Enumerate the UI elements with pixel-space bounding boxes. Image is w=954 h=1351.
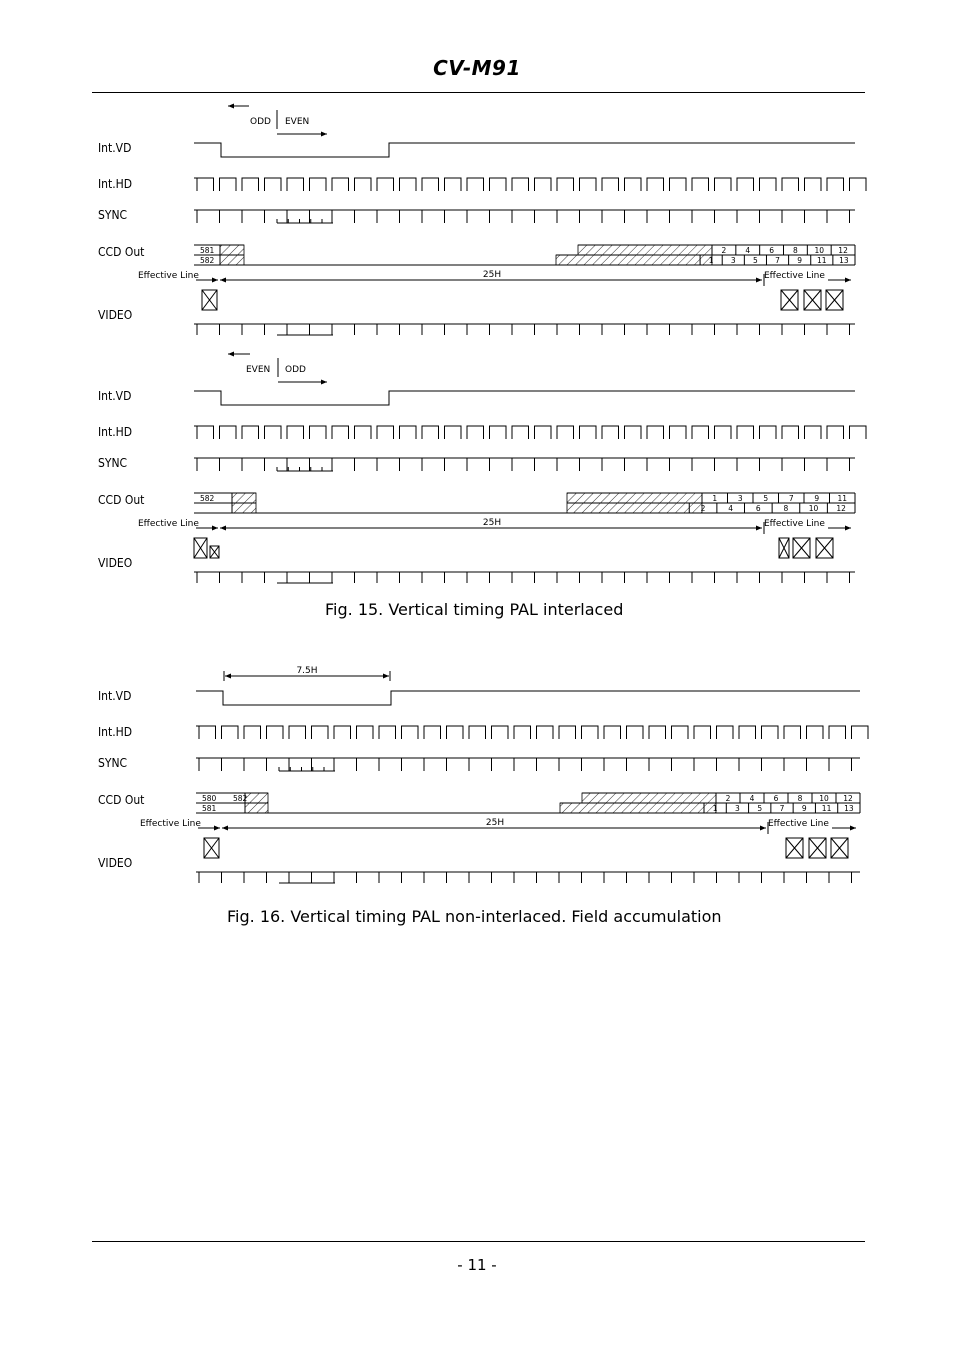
signal-label-video: VIDEO <box>98 556 133 570</box>
field-label-left: EVEN <box>246 365 271 375</box>
video-blank-box <box>210 546 219 558</box>
sync-waveform <box>194 458 855 471</box>
ccd-line-number-bottom: 11 <box>821 804 832 813</box>
ccd-line-number-bottom: 10 <box>808 504 819 513</box>
video-waveform <box>196 872 860 883</box>
video-blank-box <box>781 290 798 310</box>
ccd-line-number-bottom: 5 <box>753 256 758 265</box>
figure-caption-15: Fig. 15. Vertical timing PAL interlaced <box>325 600 624 619</box>
field-arrowhead-left <box>228 104 234 109</box>
ccd-start-hatch <box>245 793 268 813</box>
ccd-line-number-bottom: 8 <box>783 504 789 513</box>
h75-label: 7.5H <box>296 666 318 676</box>
ccd-line-number-top: 1 <box>712 494 718 503</box>
hd-waveform <box>199 726 868 739</box>
25h-arrowhead-left <box>222 826 228 831</box>
ccd-line-number-bottom: 9 <box>801 804 807 813</box>
25h-arrowhead-left <box>220 526 226 531</box>
ccd-line-number-bottom: 9 <box>797 256 803 265</box>
video-blank-box <box>826 290 843 310</box>
video-blank-box <box>804 290 821 310</box>
effective-line-label-left: Effective Line <box>140 819 201 829</box>
video-blank-box <box>202 290 217 310</box>
effective-line-arrowhead-left <box>212 278 218 283</box>
ccd-start-hatch <box>220 245 244 265</box>
ccd-line-number-top: 8 <box>793 246 798 255</box>
ccd-line-number-bottom: 7 <box>779 804 785 813</box>
ccd-line-number-top: 7 <box>788 494 794 503</box>
effective-line-label-right: Effective Line <box>764 271 825 281</box>
ccd-line-number-top: 2 <box>721 246 727 255</box>
video-blank-box <box>194 538 207 558</box>
ccd-start-line-top: 581 <box>200 246 215 255</box>
25h-label: 25H <box>482 270 502 280</box>
signal-label-hd: Int.HD <box>98 725 133 739</box>
video-blank-box <box>831 838 848 858</box>
effective-line-label-right: Effective Line <box>768 819 829 829</box>
ccd-start-line-bottom: 581 <box>202 804 217 813</box>
footer-rule <box>92 1241 865 1242</box>
signal-label-vd: Int.VD <box>98 141 132 155</box>
ccd-line-number-bottom: 3 <box>730 256 736 265</box>
signal-label-vd: Int.VD <box>98 389 132 403</box>
video-blank-box <box>786 838 803 858</box>
field-arrowhead-right <box>321 132 327 137</box>
signal-label-sync: SYNC <box>98 456 128 470</box>
effective-line-label-right: Effective Line <box>764 519 825 529</box>
ccd-line-number-bottom: 3 <box>735 804 740 813</box>
ccd-line-number-bottom: 13 <box>839 256 849 265</box>
effective-line-arrowhead-left <box>212 526 218 531</box>
vd-waveform <box>196 691 860 705</box>
sync-waveform <box>196 758 860 771</box>
diagram-even-odd <box>98 352 866 584</box>
effective-line-label-left: Effective Line <box>138 519 199 529</box>
effective-line-arrowhead-right <box>845 278 851 283</box>
signal-label-video: VIDEO <box>98 308 133 322</box>
ccd-line-number-top: 4 <box>749 794 755 803</box>
effective-line-label-left: Effective Line <box>138 271 199 281</box>
ccd-start-line-top: 580 <box>202 794 217 803</box>
video-waveform <box>194 324 855 335</box>
signal-label-ccd: CCD Out <box>98 493 145 507</box>
ccd-start-hatch <box>232 493 256 513</box>
signal-label-video: VIDEO <box>98 856 133 870</box>
field-label-left: ODD <box>250 117 271 127</box>
ccd-line-number-bottom: 11 <box>817 256 827 265</box>
ccd-line-number-bottom: 1 <box>712 804 718 813</box>
vd-waveform <box>194 391 855 405</box>
signal-label-hd: Int.HD <box>98 425 133 439</box>
video-blank-box <box>809 838 826 858</box>
25h-arrowhead-right <box>756 526 762 531</box>
signal-label-sync: SYNC <box>98 756 128 770</box>
field-arrowhead-left <box>228 352 234 357</box>
diagram-non-interlaced <box>98 666 868 883</box>
ccd-line-number-bottom: 4 <box>728 504 734 513</box>
signal-label-vd: Int.VD <box>98 689 132 703</box>
ccd-line-number-top: 12 <box>843 794 853 803</box>
field-arrowhead-right <box>321 380 327 385</box>
signal-label-sync: SYNC <box>98 208 128 222</box>
sync-waveform <box>194 210 855 223</box>
25h-arrowhead-left <box>220 278 226 283</box>
ccd-line-number-top: 10 <box>819 794 829 803</box>
ccd-line-number-top: 3 <box>737 494 743 503</box>
ccd-line-number-top: 12 <box>838 246 848 255</box>
ccd-line-number-bottom: 12 <box>836 504 846 513</box>
ccd-line-number-top: 5 <box>763 494 769 503</box>
video-waveform <box>194 572 855 583</box>
ccd-start-line-top: 582 <box>200 494 215 503</box>
video-blank-box <box>816 538 833 558</box>
ccd-line-number-top: 2 <box>725 794 731 803</box>
hd-waveform <box>197 426 866 439</box>
ccd-line-number-top: 9 <box>814 494 820 503</box>
diagram-odd-even <box>98 104 866 336</box>
ccd-line-number-top: 8 <box>797 794 803 803</box>
ccd-line-number-bottom: 6 <box>755 504 761 513</box>
ccd-start-line-bottom: 582 <box>200 256 215 265</box>
ccd-line-number-bottom: 1 <box>708 256 714 265</box>
field-label-right: ODD <box>285 365 306 375</box>
video-blank-box <box>793 538 810 558</box>
25h-label: 25H <box>485 818 505 828</box>
hd-waveform <box>197 178 866 191</box>
signal-label-ccd: CCD Out <box>98 793 145 807</box>
ccd-line-number-bottom: 5 <box>757 804 763 813</box>
effective-line-arrowhead-right <box>845 526 851 531</box>
ccd-line-number-top: 10 <box>814 246 825 255</box>
figure-caption-16: Fig. 16. Vertical timing PAL non-interlaced. Field accumulation <box>227 907 722 926</box>
video-blank-box <box>779 538 789 558</box>
video-blank-box <box>204 838 219 858</box>
ccd-line-number-top: 6 <box>773 794 779 803</box>
ccd-line-number-bottom: 13 <box>844 804 854 813</box>
field-label-right: EVEN <box>285 117 310 127</box>
25h-arrowhead-right <box>760 826 766 831</box>
signal-label-hd: Int.HD <box>98 177 133 191</box>
ccd-line-number-top: 4 <box>745 246 751 255</box>
signal-label-ccd: CCD Out <box>98 245 145 259</box>
ccd-line-number-top: 6 <box>769 246 774 255</box>
page-number: - 11 - <box>457 1256 497 1274</box>
ccd-line-number-bottom: 2 <box>700 504 706 513</box>
ccd-line-number-top: 11 <box>837 494 848 503</box>
ccd-line-number-bottom: 7 <box>775 256 780 265</box>
ccd-start-line-top2: 582 <box>233 794 248 803</box>
h75-arrowhead-right <box>383 674 389 679</box>
page-title: CV-M91 <box>433 56 521 80</box>
effective-line-arrowhead-left <box>214 826 220 831</box>
h75-arrowhead-left <box>225 674 231 679</box>
25h-label: 25H <box>482 518 502 528</box>
25h-arrowhead-right <box>756 278 762 283</box>
vd-waveform <box>194 143 855 157</box>
effective-line-arrowhead-right <box>850 826 856 831</box>
